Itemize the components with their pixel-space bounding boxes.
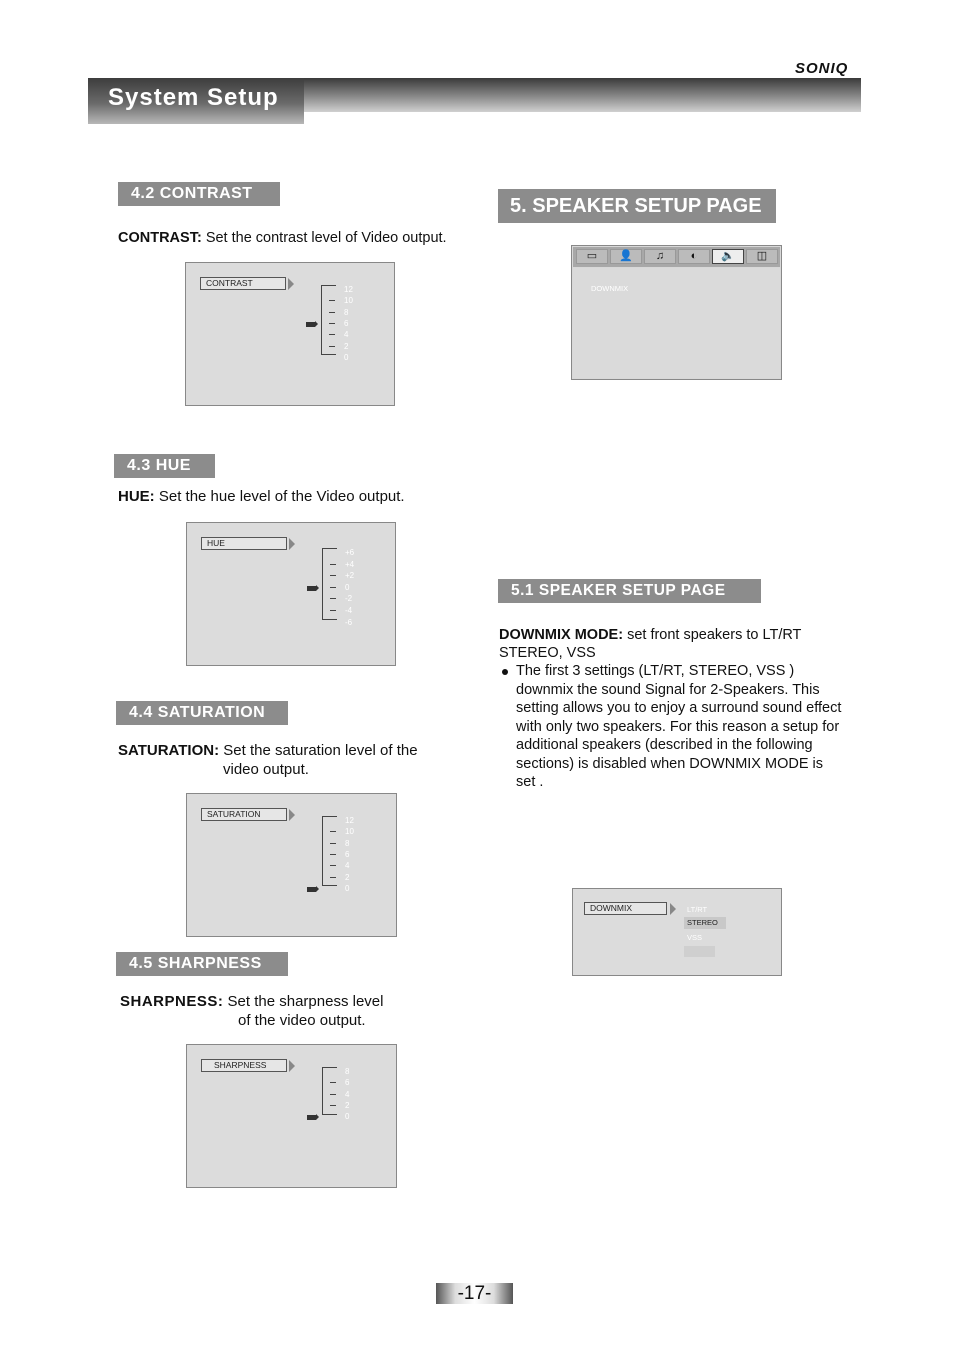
arrow-right-icon xyxy=(289,809,295,821)
downmix-description xyxy=(499,626,859,645)
monitor-icon: ▭ xyxy=(576,249,608,264)
bullet-line: sections) is disabled when DOWNMIX MODE is xyxy=(516,755,823,772)
level-pointer-icon xyxy=(307,887,316,892)
scale-tick xyxy=(330,854,336,855)
downmix-option-stereo: STEREO xyxy=(684,917,726,929)
contrast-menu-label: CONTRAST xyxy=(200,277,286,290)
level-label: 8 xyxy=(345,1067,350,1076)
saturation-screen xyxy=(186,793,397,937)
music-note-icon: ♫ xyxy=(644,249,676,264)
level-label: 4 xyxy=(345,861,350,871)
bullet-line: additional speakers (described in the following xyxy=(516,737,813,753)
bullet-line: downmix the sound Signal for 2-Speakers. This xyxy=(516,681,820,698)
scale-tick xyxy=(330,598,336,599)
saturation-heading: 4.4 SATURATION xyxy=(116,701,288,725)
bullet-line: The first 3 settings (LT/RT, STEREO, VSS ) xyxy=(516,663,795,679)
arrow-right-icon xyxy=(670,903,676,915)
bullet-line: with only two speakers. For this reason a setup for xyxy=(516,718,840,735)
sharpness-heading: 4.5 SHARPNESS xyxy=(116,952,288,976)
level-label: 10 xyxy=(345,827,354,837)
speaker-icon: 🔈 xyxy=(712,249,744,264)
speaker-setup-screen xyxy=(571,245,782,380)
speaker-setup-heading: 5. SPEAKER SETUP PAGE xyxy=(498,189,776,223)
downmix-menu-label: DOWNMIX xyxy=(584,902,667,915)
downmix-option-ltrt: LT/RT xyxy=(687,905,708,914)
scale-tick xyxy=(329,312,335,313)
level-scale xyxy=(322,816,337,886)
level-label: 2 xyxy=(344,341,349,351)
level-label: 2 xyxy=(345,872,350,882)
arrow-right-icon xyxy=(289,1060,295,1072)
sharpness-menu-label: SHARPNESS xyxy=(201,1059,287,1072)
page-number: -17- xyxy=(457,1283,492,1304)
level-label: +6 xyxy=(345,548,355,557)
level-label: -6 xyxy=(345,617,353,627)
downmix-text-line2: STEREO, VSS xyxy=(499,645,596,661)
level-label: +4 xyxy=(345,559,355,569)
saturation-text-line2: video output. xyxy=(223,761,309,778)
scale-tick xyxy=(330,1082,336,1083)
level-label: +2 xyxy=(345,571,355,581)
level-label: 10 xyxy=(344,296,353,306)
hue-screen xyxy=(186,522,396,666)
arrow-right-icon xyxy=(289,538,295,550)
hue-heading: 4.3 HUE xyxy=(114,454,215,478)
speaker-setup-51-heading: 5.1 SPEAKER SETUP PAGE xyxy=(498,579,761,603)
level-label: 6 xyxy=(345,1078,350,1088)
hue-text: Set the hue level of the Video output. xyxy=(158,488,405,505)
brand-logo: SONIQ xyxy=(795,60,849,77)
scale-tick xyxy=(330,843,336,844)
level-scale xyxy=(322,1067,337,1115)
contrast-heading: 4.2 CONTRAST xyxy=(118,182,280,206)
downmix-option-empty xyxy=(684,946,715,957)
contrast-text: Set the contrast level of Video output. xyxy=(205,230,447,246)
sharpness-label: SHARPNESS: xyxy=(120,993,224,1010)
sharpness-text-line2: of the video output. xyxy=(238,1012,366,1029)
level-label: 4 xyxy=(345,1089,350,1099)
user-settings-icon: 👤 xyxy=(610,249,642,264)
level-label: 6 xyxy=(344,318,349,328)
page-title: System Setup xyxy=(108,84,279,111)
bullet-line: set . xyxy=(516,774,544,790)
dolby-icon: ◫ xyxy=(746,249,778,264)
level-pointer-icon xyxy=(307,586,316,591)
level-label: -4 xyxy=(345,606,353,615)
level-label: 0 xyxy=(345,883,350,893)
level-label: 12 xyxy=(345,816,354,825)
scale-tick xyxy=(330,865,336,866)
level-label: 0 xyxy=(344,352,349,362)
scale-tick xyxy=(330,587,336,588)
saturation-text-line1: Set the saturation level of the xyxy=(223,742,418,759)
bullet-line: setting allows you to enjoy a surround sound effect xyxy=(516,700,842,716)
scale-tick xyxy=(330,877,336,878)
hue-menu-label: HUE xyxy=(201,537,287,550)
downmix-menu-item: DOWNMIX xyxy=(591,284,629,293)
scale-tick xyxy=(330,564,336,565)
level-label: 8 xyxy=(345,838,350,848)
hue-description xyxy=(118,488,478,507)
sharpness-text-line1: Set the sharpness level xyxy=(227,993,384,1010)
downmix-option-vss: VSS xyxy=(687,933,703,942)
scale-tick xyxy=(329,334,335,335)
level-label: 0 xyxy=(345,1112,350,1122)
level-label: 6 xyxy=(345,849,350,859)
sharpness-description xyxy=(120,993,480,1012)
level-label: 4 xyxy=(344,330,349,340)
contrast-description xyxy=(118,229,478,248)
scale-tick xyxy=(330,1105,336,1106)
bullet-icon xyxy=(502,669,508,675)
level-pointer-icon xyxy=(306,322,315,327)
scale-tick xyxy=(330,831,336,832)
contrast-screen xyxy=(185,262,395,406)
level-label: 12 xyxy=(344,285,353,294)
saturation-menu-label: SATURATION xyxy=(201,808,287,821)
hue-label: HUE: xyxy=(118,488,155,505)
level-scale xyxy=(321,285,336,355)
scale-tick xyxy=(330,610,336,611)
saturation-label: SATURATION: xyxy=(118,742,220,759)
scale-tick xyxy=(329,346,335,347)
level-pointer-icon xyxy=(307,1115,316,1120)
contrast-label: CONTRAST: xyxy=(118,230,202,246)
downmix-screen xyxy=(572,888,782,976)
saturation-description xyxy=(118,742,478,761)
sharpness-screen xyxy=(186,1044,397,1188)
arrow-right-icon xyxy=(288,278,294,290)
downmix-text-line1: set front speakers to LT/RT xyxy=(627,627,802,643)
downmix-bullet-text xyxy=(516,662,861,792)
scale-tick xyxy=(329,300,335,301)
level-label: -2 xyxy=(345,594,353,604)
downmix-mode-label: DOWNMIX MODE: xyxy=(499,627,624,643)
scale-tick xyxy=(330,1094,336,1095)
level-label: 2 xyxy=(345,1100,350,1110)
level-label: 0 xyxy=(345,582,350,592)
scale-tick xyxy=(329,323,335,324)
scale-tick xyxy=(330,575,336,576)
contrast-circle-icon: ◐ xyxy=(678,249,710,264)
level-label: 8 xyxy=(344,307,349,317)
